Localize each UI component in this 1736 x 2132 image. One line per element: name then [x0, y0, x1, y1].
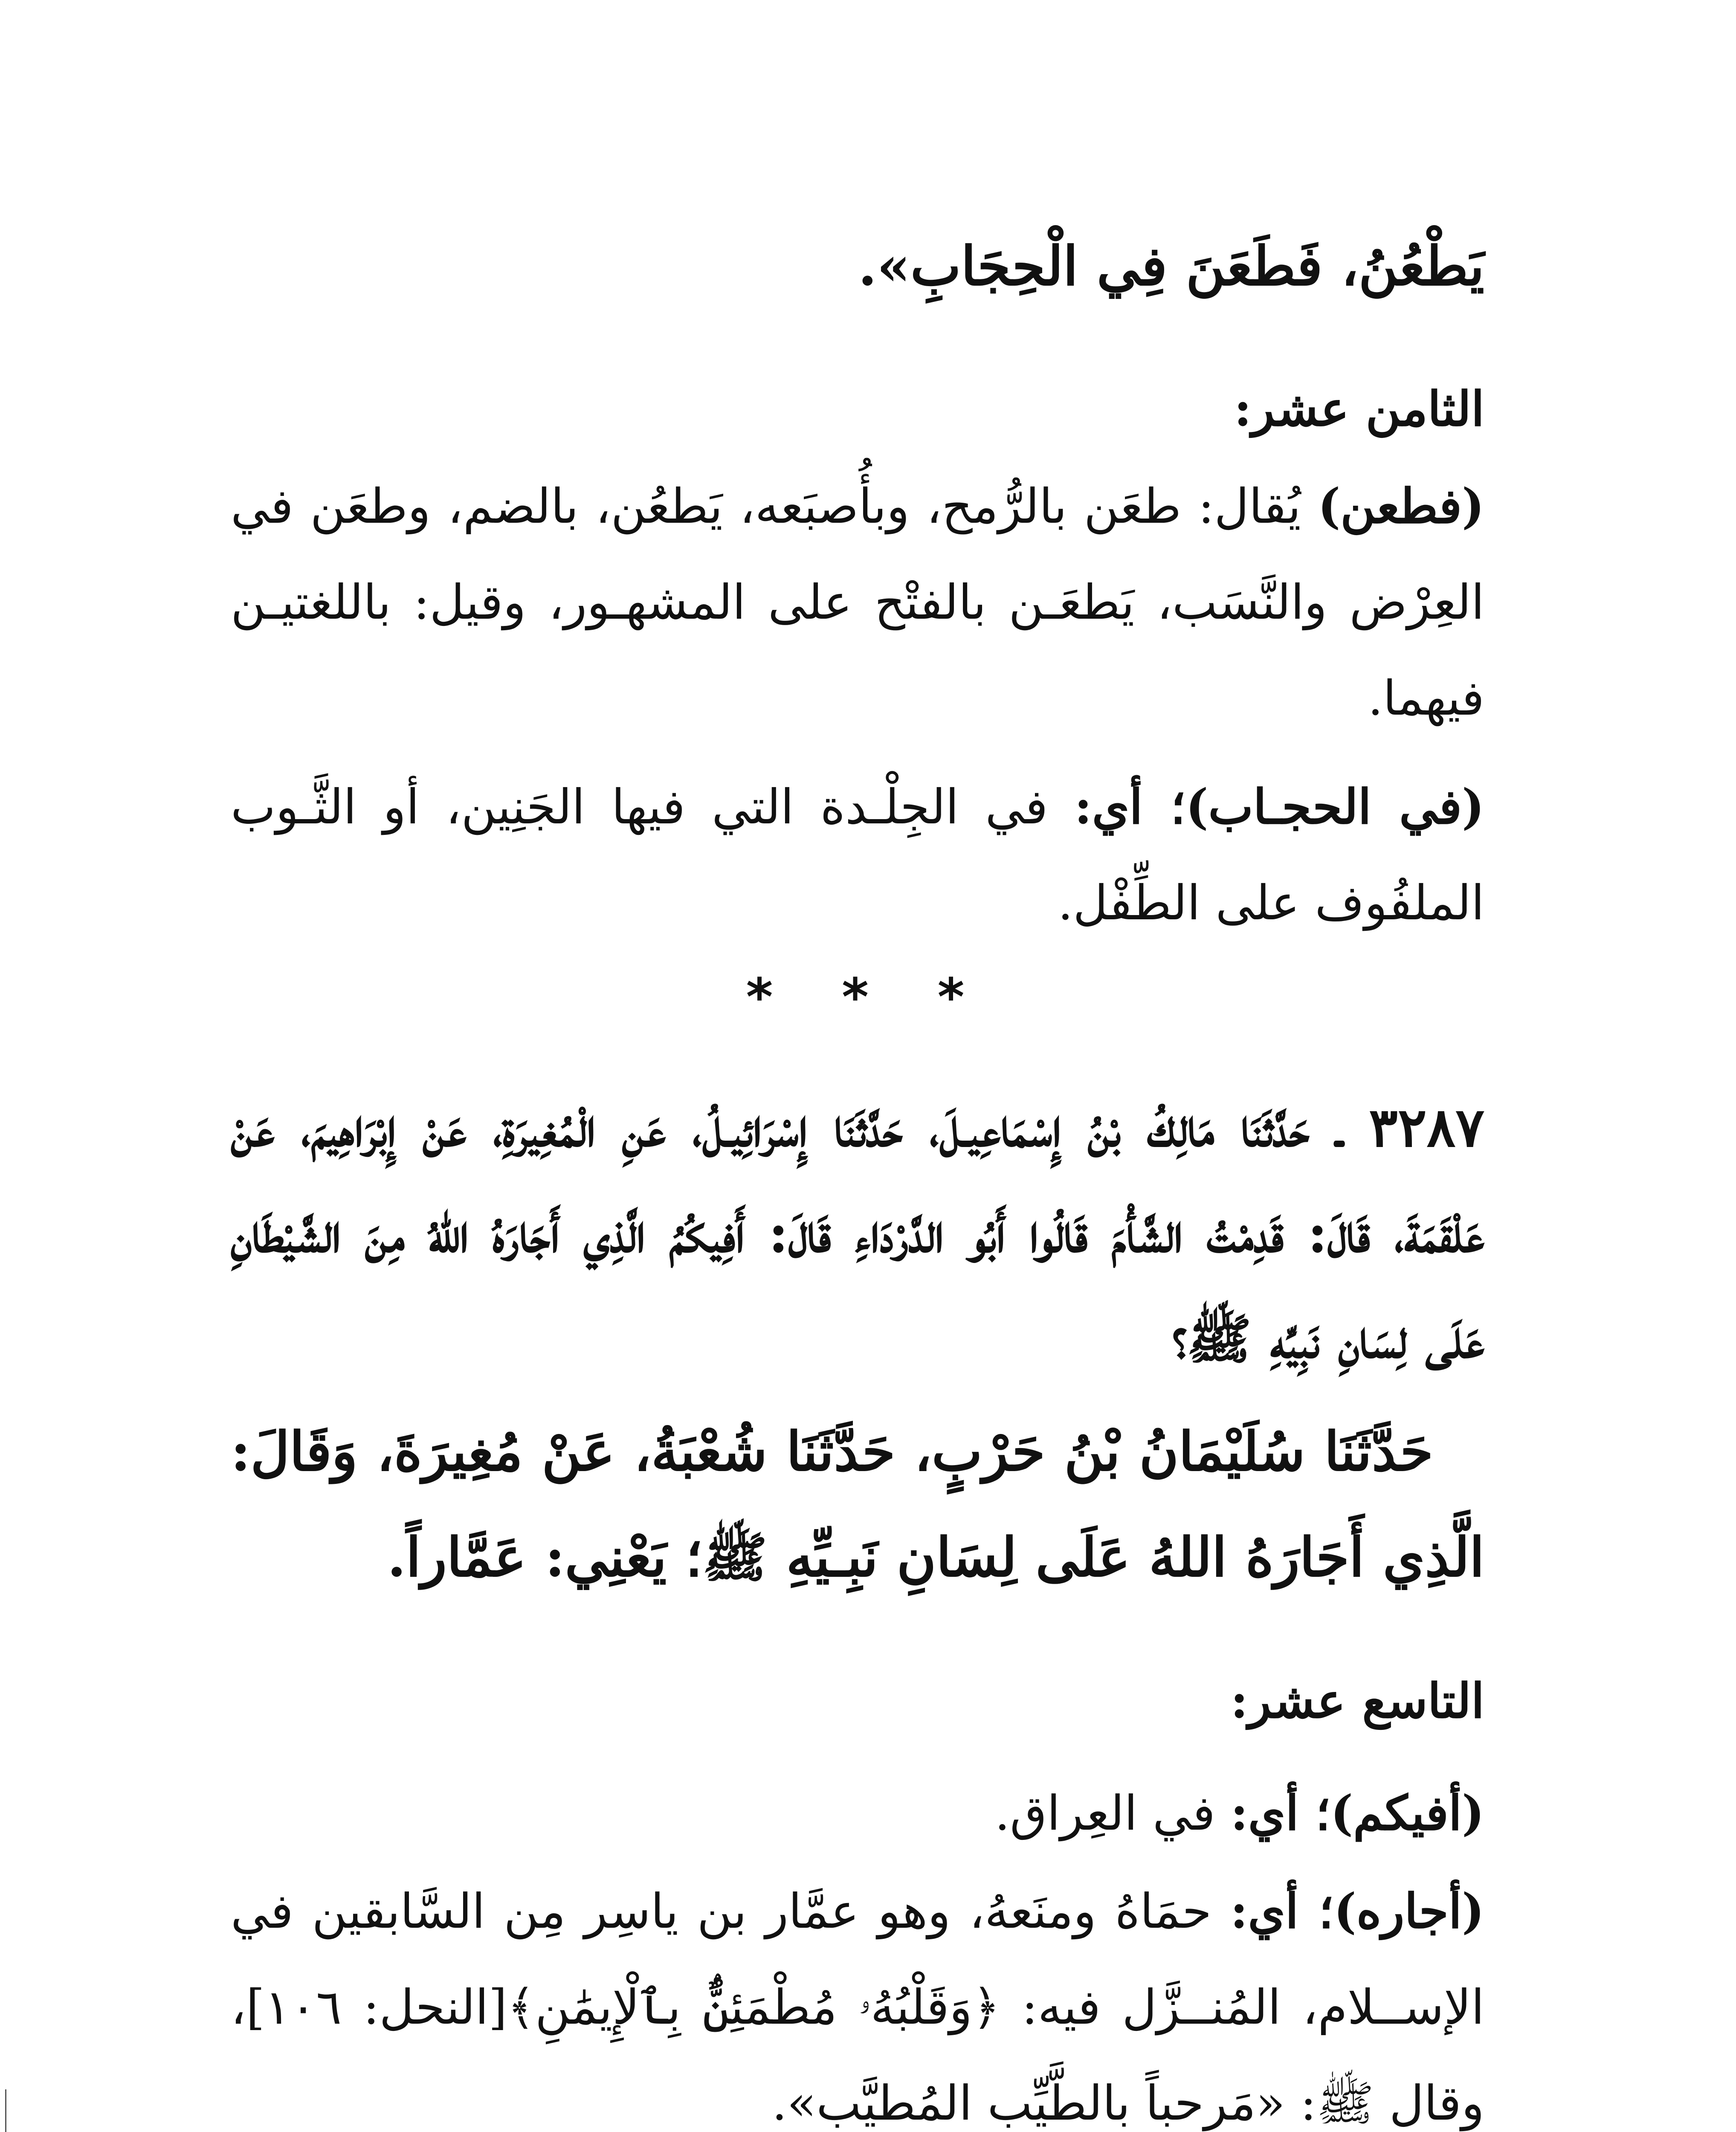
glossed-term: (فطعن) [1318, 478, 1484, 534]
scan-edge-line [5, 2089, 6, 2132]
section-heading-18 [231, 371, 1484, 448]
hadith-isnad: ٣٢٨٧ ـ حَدَّثَنَا مَالِكُ بْنُ إِسْمَاعِيـلَ، حَدَّثَنَا إِسْرَائِيـلُ، عَنِ الْمُغِيرَةِ، عَنْ إِبْرَاهِيمَ، عَنْ عَلْقَمَةَ، قَالَ: قَدِمْتُ الشَّأْمَ قَالُوا أَبُو الدَّرْدَاءِ قَالَ: أَفِيكُمُ الَّذِي أَجَارَهُ اللهُ مِنَ الشَّيْطَانِ عَلَى لِسَانِ نَبِيِّهِ ﷺ؟ [231, 1096, 1484, 1370]
gloss-text: في العِراق. [994, 1786, 1231, 1841]
hadith-isnad: حَدَّثَنَا سُلَيْمَانُ بْنُ حَرْبٍ، حَدَّثَنَا شُعْبَةُ، عَنْ مُغِيرَةَ، وَقَالَ: الَّذِي أَجَارَهُ اللهُ عَلَى لِسَانِ نَبِـيِّهِ ﷺ؛ يَعْنِي: عَمَّاراً. [231, 1420, 1484, 1589]
section-heading-19 [231, 1663, 1484, 1740]
gloss-text: يُقال: طعَن بالرُّمح، وبأُصبَعه، يَطعُن، بالضم، وطعَن في العِرْض والنَّسَب، يَطعَـن بالفتْح على المشهـور، وقيل: باللغتيـن فيهما. [231, 479, 1484, 726]
section-separator: * * * [746, 968, 990, 1027]
previous-hadith-ending [231, 213, 1484, 319]
gloss-text: في الجِلْـدة التي فيها الجَنِين، أو الثَّـوب الملفُوف على الطِّفْل. [231, 779, 1484, 931]
hadith-text [231, 1399, 1484, 1610]
gloss-text: حمَاهُ ومنَعهُ، وهو عمَّار بن ياسِر مِن السَّابقين في الإســلام، المُنــزَّل فيه: ﴿وَقَلْبُهُۥ مُطْمَئِنٌّۢ بِٱلْإِيمَٰنِ﴾[النحل: ١٠٦]، وقال ﷺ: «مَرحباً بالطَّيِّب المُطيَّب». [231, 1884, 1484, 2131]
hadith-fragment: يَطْعُنُ، فَطَعَنَ فِي الْحِجَابِ». [858, 235, 1484, 298]
hadith-text [231, 1075, 1484, 1392]
glossed-term: (أفيكم)؛ أي: [1230, 1785, 1484, 1841]
heading-text: التاسع عشر: [1230, 1673, 1484, 1729]
commentary-paragraph [231, 1863, 1484, 2132]
glossed-term: (أجاره)؛ أي: [1230, 1883, 1484, 1939]
heading-text: الثامن عشر: [1234, 381, 1484, 437]
commentary-paragraph [231, 1765, 1484, 1862]
commentary-paragraph [231, 759, 1484, 951]
glossed-term: (في الحجـاب)؛ أي: [1074, 779, 1485, 835]
commentary-paragraph [231, 458, 1484, 747]
